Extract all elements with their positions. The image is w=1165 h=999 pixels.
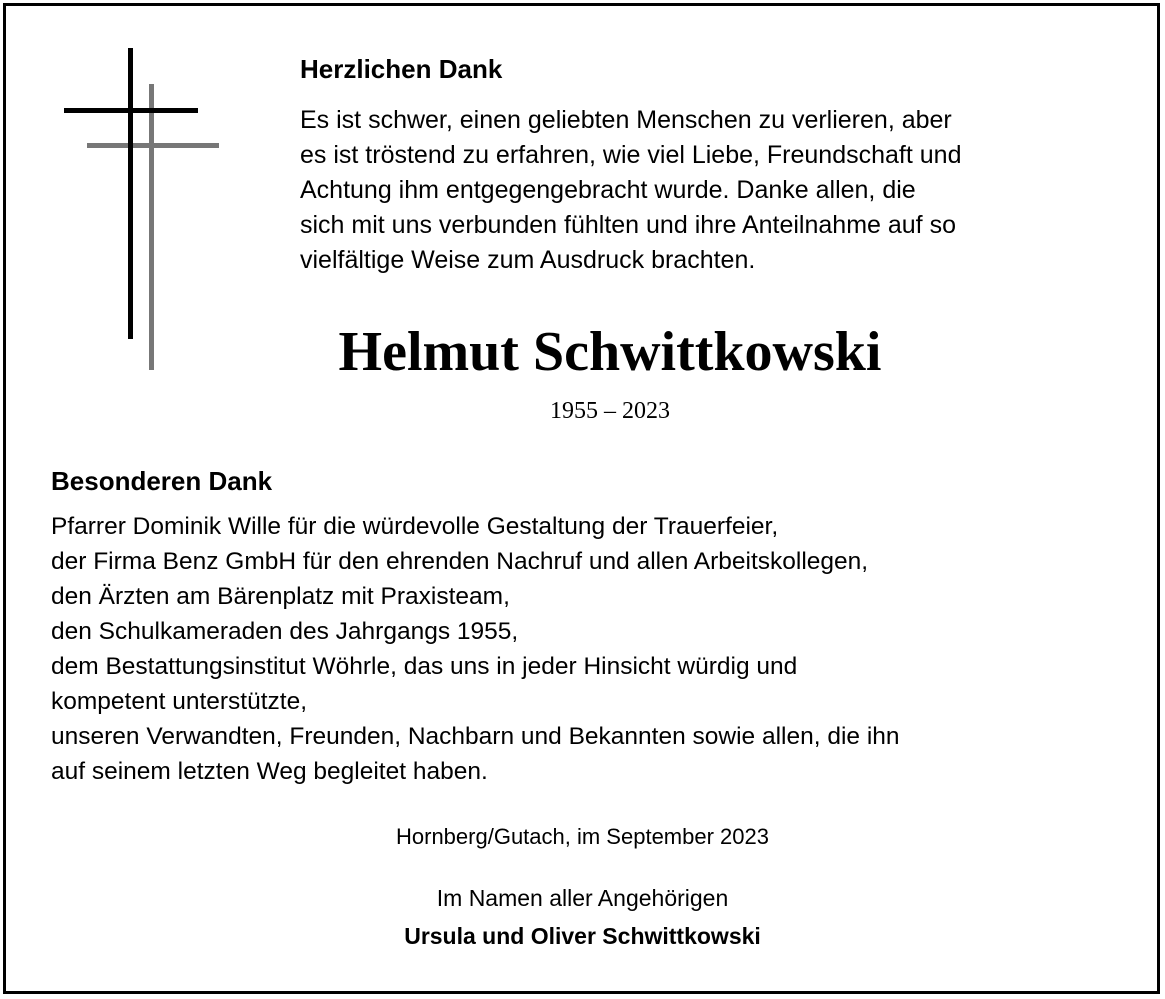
special-thanks-line: den Ärzten am Bärenplatz mit Praxisteam, <box>51 583 510 610</box>
place-date: Hornberg/Gutach, im September 2023 <box>396 824 769 849</box>
special-thanks-heading: Besonderen Dank <box>51 466 273 496</box>
thanks-line: es ist tröstend zu erfahren, wie viel Liebe, Freundschaft und <box>300 141 962 169</box>
thanks-line: Achtung ihm entgegengebracht wurde. Danke allen, die <box>300 176 916 204</box>
deceased-name: Helmut Schwittkowski <box>338 321 882 383</box>
special-thanks-line: dem Bestattungsinstitut Wöhrle, das uns in jeder Hinsicht würdig und <box>51 653 798 680</box>
special-thanks-line: kompetent unterstützte, <box>51 688 308 715</box>
thanks-line: Es ist schwer, einen geliebten Menschen zu verlieren, aber <box>300 106 952 134</box>
thanks-line: vielfältige Weise zum Ausdruck brachten. <box>300 246 756 274</box>
special-thanks-paragraph <box>51 509 900 789</box>
signers-names: Ursula und Oliver Schwittkowski <box>404 923 761 949</box>
life-years: 1955 – 2023 <box>550 398 670 424</box>
special-thanks-line: der Firma Benz GmbH für den ehrenden Nachruf und allen Arbeitskollegen, <box>51 548 869 575</box>
on-behalf-line: Im Namen aller Angehörigen <box>436 885 729 911</box>
special-thanks-line: unseren Verwandten, Freunden, Nachbarn und Bekannten sowie allen, die ihn <box>51 723 900 750</box>
thanks-paragraph <box>300 103 961 278</box>
special-thanks-line: den Schulkameraden des Jahrgangs 1955, <box>51 618 519 645</box>
front-cross-vertical <box>128 48 133 339</box>
back-cross-horizontal <box>87 143 219 148</box>
special-thanks-line: Pfarrer Dominik Wille für die würdevolle Gestaltung der Trauerfeier, <box>51 513 779 540</box>
thanks-heading: Herzlichen Dank <box>300 54 503 84</box>
thanks-line: sich mit uns verbunden fühlten und ihre Anteilnahme auf so <box>300 211 956 239</box>
front-cross-horizontal <box>64 108 198 113</box>
special-thanks-line: auf seinem letzten Weg begleitet haben. <box>51 758 488 785</box>
